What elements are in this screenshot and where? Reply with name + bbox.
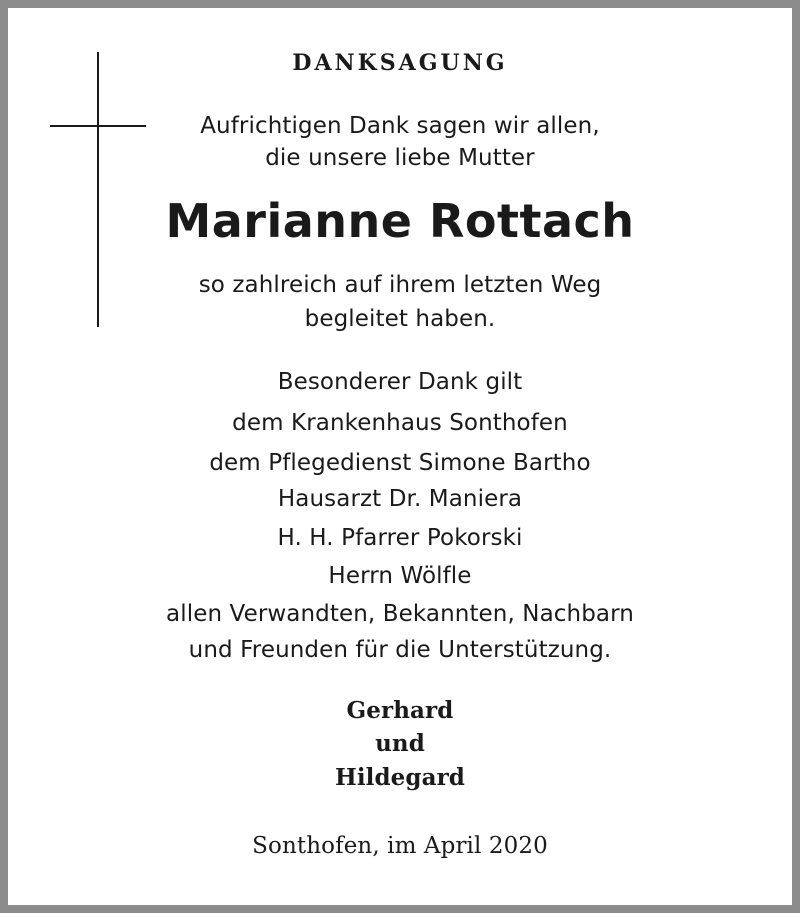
obituary-card [8, 8, 792, 905]
intro-line-2: die unsere liebe Mutter [265, 145, 535, 171]
headline: DANKSAGUNG [292, 50, 508, 76]
thanks-line-3: dem Pflegedienst Simone Bartho [209, 450, 591, 476]
thanks-line-7: allen Verwandten, Bekannten, Nachbarn [166, 601, 634, 627]
thanks-line-1: Besonderer Dank gilt [277, 369, 523, 395]
thanks-line-2: dem Krankenhaus Sonthofen [232, 410, 568, 436]
thanks-line-5: H. H. Pfarrer Pokorski [277, 525, 523, 551]
place-date: Sonthofen, im April 2020 [252, 833, 548, 859]
intro-line-1: Aufrichtigen Dank sagen wir allen, [200, 113, 600, 139]
thanks-line-8: und Freunden für die Unterstützung. [188, 637, 612, 663]
after-name-line-1: so zahlreich auf ihrem letzten Weg [198, 272, 602, 298]
signatory-1: Gerhard [346, 697, 454, 724]
after-name-line-2: begleitet haben. [304, 306, 496, 332]
deceased-name: Marianne Rottach [165, 194, 635, 248]
thanks-line-6: Herrn Wölfle [328, 563, 472, 589]
signatory-and: und [375, 730, 425, 757]
signatory-2: Hildegard [334, 764, 465, 791]
thanks-line-4: Hausarzt Dr. Maniera [277, 486, 523, 512]
